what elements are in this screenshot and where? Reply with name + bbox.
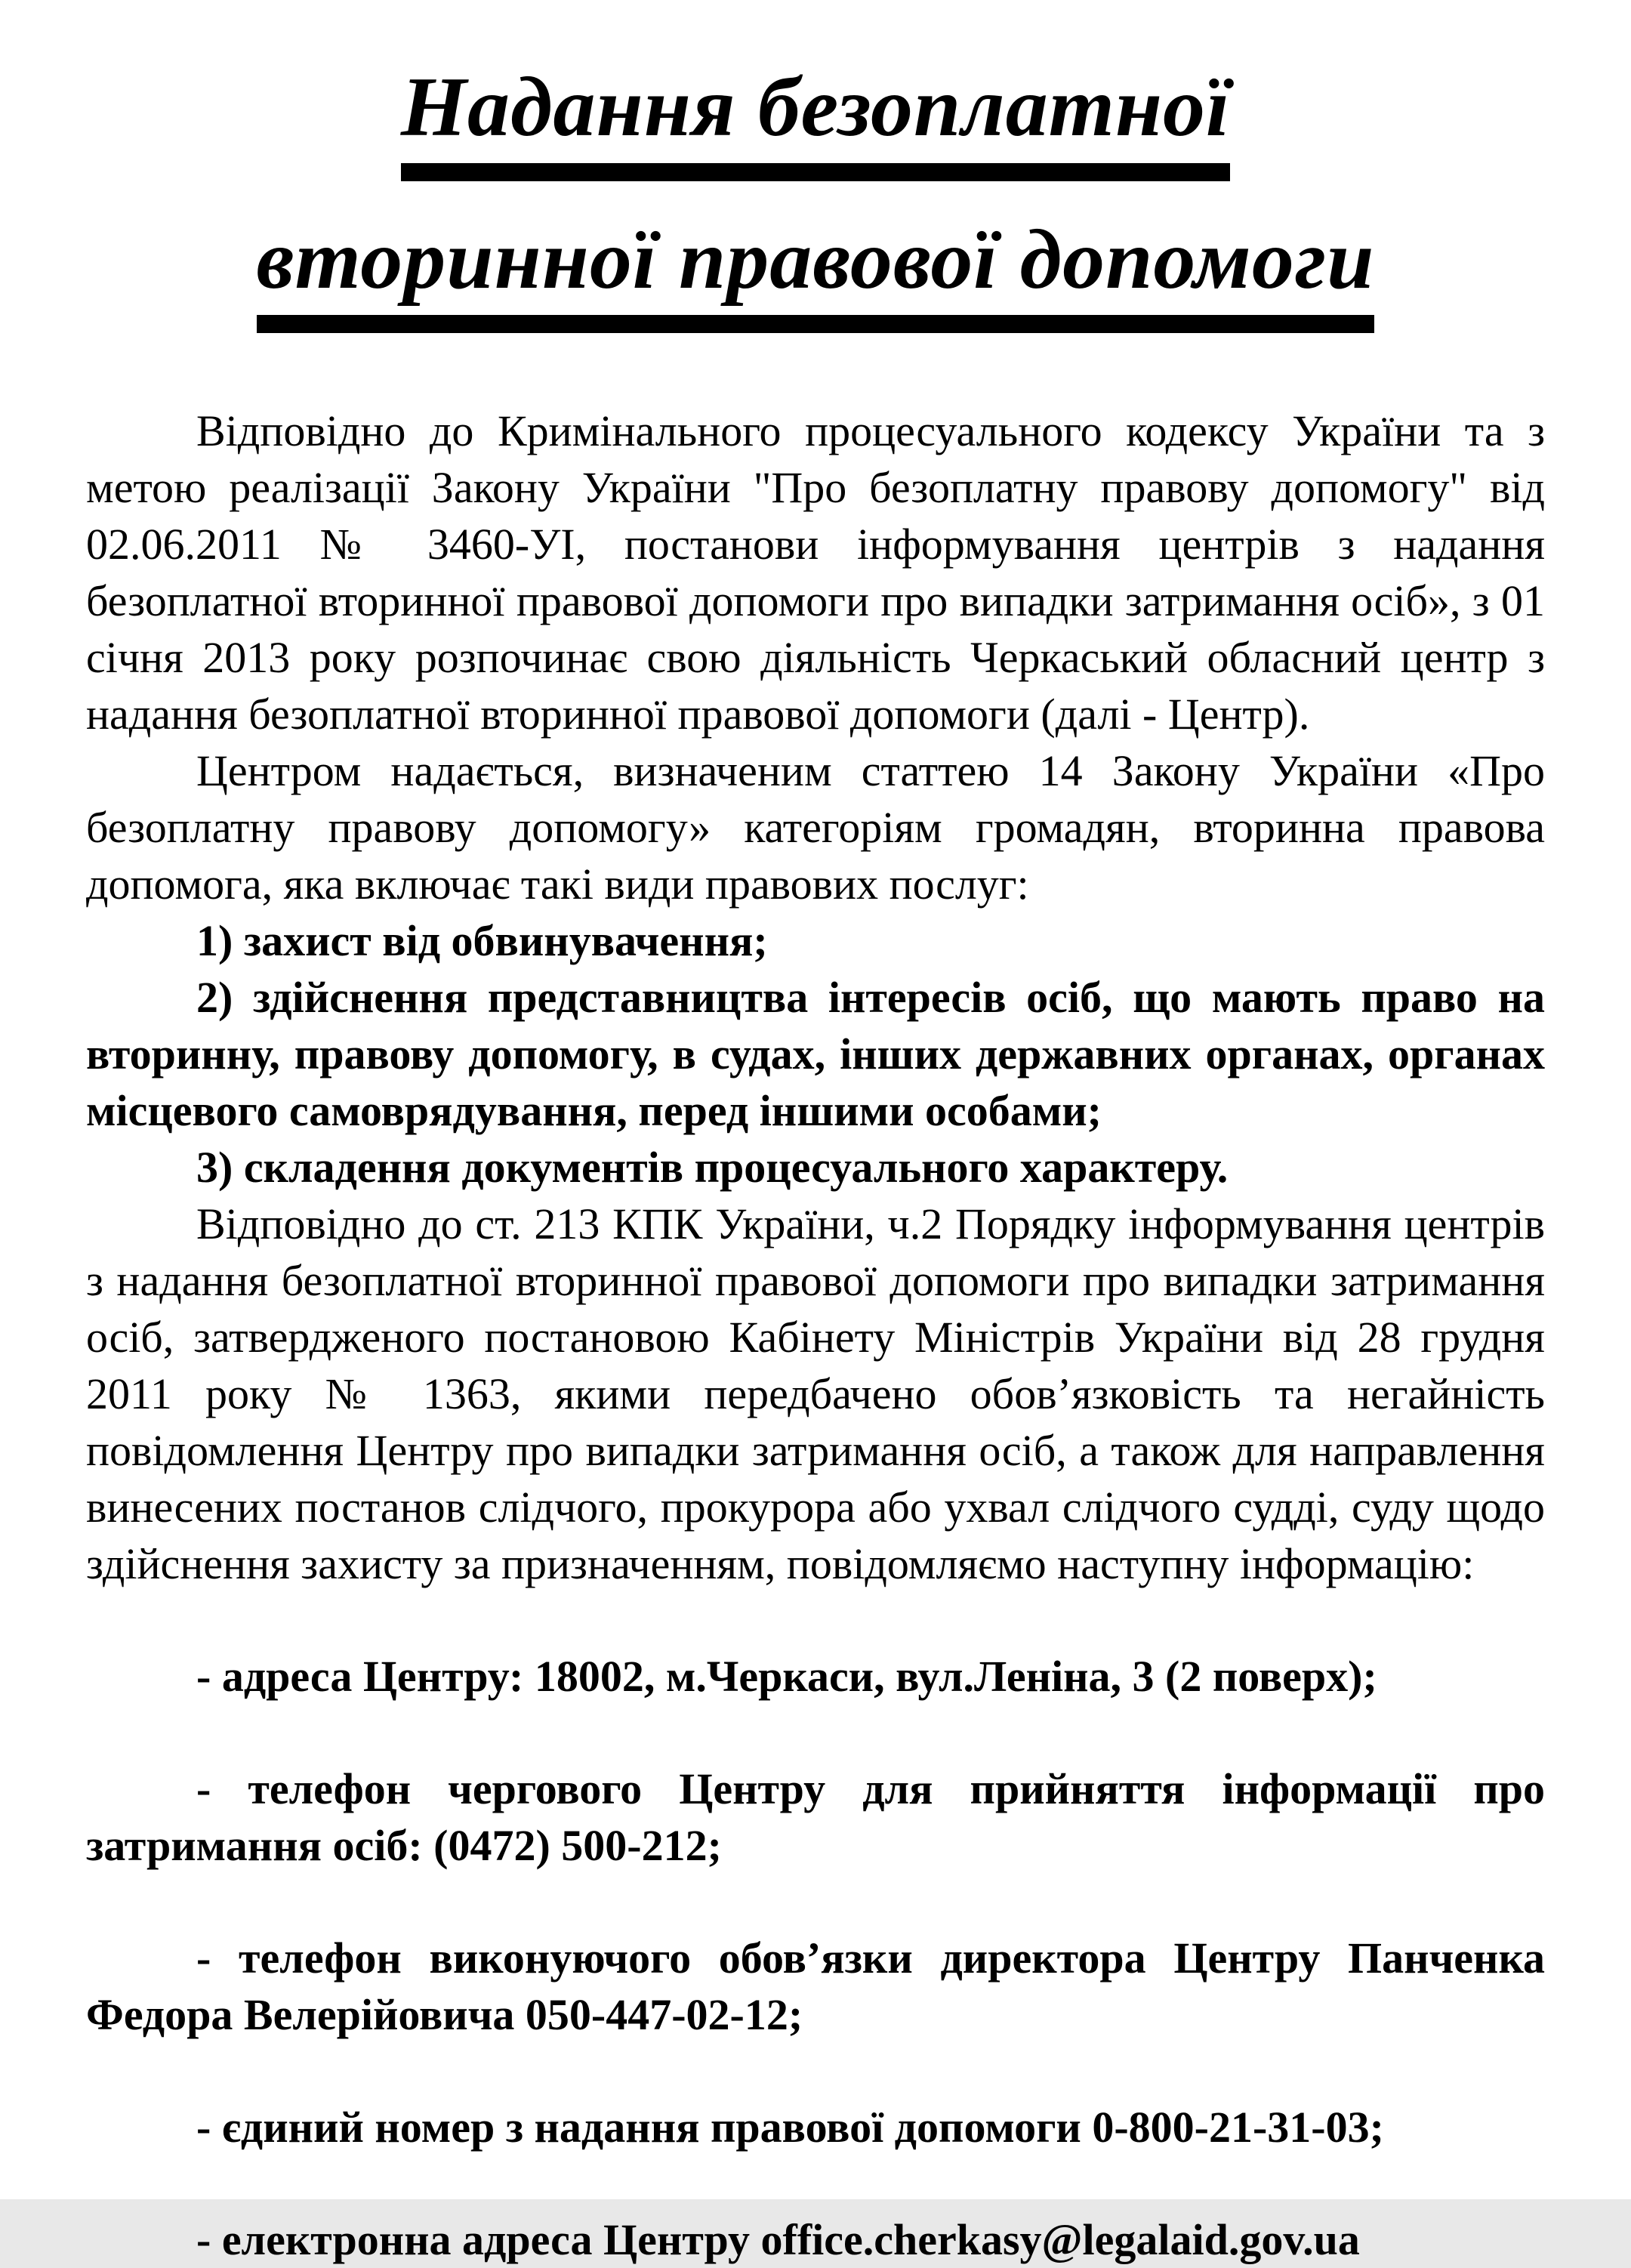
contact-address: - адреса Центру: 18002, м.Черкаси, вул.Леніна, 3 (2 поверх); bbox=[196, 1652, 1377, 1702]
contact-hotline-number: - єдиний номер з надання правової допомоги 0-800-21-31-03; bbox=[196, 2103, 1384, 2152]
contact-director-phone: - телефон виконуючого обов’язки директора Центру Панченка Федора Велерійовича 050-447-02-12; bbox=[86, 1933, 1545, 2040]
paragraph-services-intro: Центром надається, визначеним статтею 14 Закону України «Про безоплатну правову допомогу» категоріям громадян, вторинна правова допомога, яка включає такі види правових послуг: bbox=[86, 746, 1545, 909]
service-item-3: 3) складення документів процесуального характеру. bbox=[196, 1143, 1229, 1193]
contact-duty-phone: - телефон чергового Центру для прийняття інформації про затримання осіб: (0472) 500-212; bbox=[86, 1764, 1545, 1871]
title-row-1 bbox=[86, 60, 1545, 181]
service-item-2: 2) здійснення представництва інтересів осіб, що мають право на вторинну, правову допомогу, в судах, інших державних органах, органах місцевого самоврядування, перед іншими особами; bbox=[86, 973, 1545, 1136]
title-row-2 bbox=[86, 212, 1545, 334]
paragraph-legal-basis: Відповідно до Кримінального процесуального кодексу України та з метою реалізації Закону України "Про безоплатну правову допомогу" від 02.06.2011 № 3460-УІ, постанови інформування центрів з надання безоплатної вторинної правової допомоги про випадки затримання осіб», з 01 січня 2013 року розпочинає свою діяльність Черкаський обласний центр з надання безоплатної вторинної правової допомоги (далі - Центр). bbox=[86, 406, 1545, 739]
contact-email: - електронна адреса Центру office.cherkasy@legalaid.gov.ua bbox=[196, 2215, 1360, 2265]
document-body bbox=[86, 403, 1545, 2268]
service-item-1: 1) захист від обвинувачення; bbox=[196, 916, 768, 966]
paragraph-notification-procedure: Відповідно до ст. 213 КПК України, ч.2 Порядку інформування центрів з надання безоплатної вторинної правової допомоги про випадки затримання осіб, затвердженого постановою Кабінету Міністрів України від 28 грудня 2011 року № 1363, якими передбачено обов’язковість та негайність повідомлення Центру про випадки затримання осіб, а також для направлення винесених постанов слідчого, прокурора або ухвал слідчого судді, суду щодо здійснення захисту за призначенням, повідомляємо наступну інформацію: bbox=[86, 1199, 1545, 1589]
title-line-2: вторинної правової допомоги bbox=[257, 216, 1375, 334]
document-title bbox=[86, 60, 1545, 333]
title-line-1: Надання безоплатної bbox=[401, 63, 1230, 181]
